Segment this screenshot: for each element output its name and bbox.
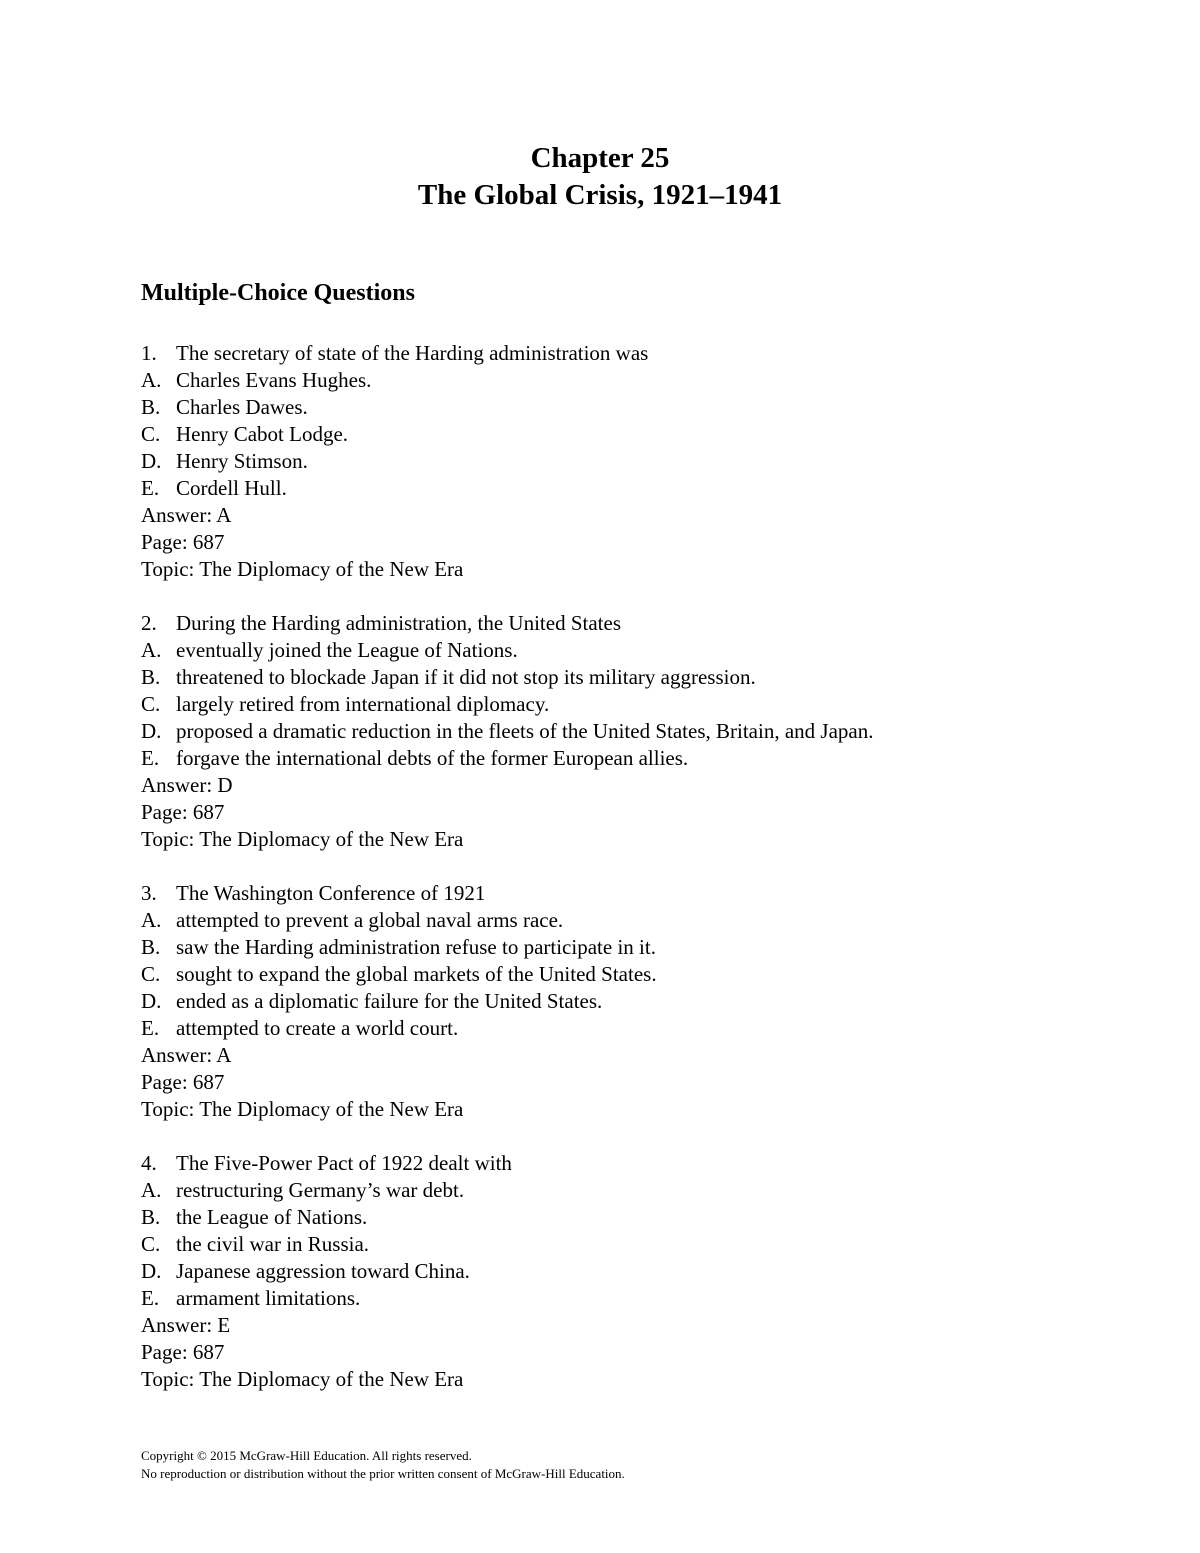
choice <box>141 718 1141 745</box>
choice-letter: B. <box>141 665 161 689</box>
topic-line: Topic: The Diplomacy of the New Era <box>141 557 464 581</box>
choice-letter: D. <box>141 719 162 743</box>
choice-letter: E. <box>141 476 160 500</box>
choice-text: forgave the international debts of the former European allies. <box>176 746 689 770</box>
topic-line: Topic: The Diplomacy of the New Era <box>141 827 464 851</box>
copyright-footer <box>141 1447 625 1483</box>
question-text: The secretary of state of the Harding administration was <box>176 341 649 365</box>
choice-letter: C. <box>141 692 161 716</box>
choice-letter: B. <box>141 1205 161 1229</box>
choice-letter: D. <box>141 449 162 473</box>
page-line: Page: 687 <box>141 800 225 824</box>
question-1 <box>141 340 1141 583</box>
question-3 <box>141 880 1141 1123</box>
choice-letter: C. <box>141 1232 161 1256</box>
choice <box>141 988 1141 1015</box>
choice <box>141 1258 1141 1285</box>
answer-line: Answer: E <box>141 1313 231 1337</box>
choice-text: Charles Dawes. <box>176 395 308 419</box>
page-line: Page: 687 <box>141 530 225 554</box>
choice <box>141 1285 1141 1312</box>
question-stem <box>141 1150 1141 1177</box>
answer-line: Answer: A <box>141 503 232 527</box>
choice-letter: C. <box>141 962 161 986</box>
choice-letter: B. <box>141 935 161 959</box>
answer-line: Answer: A <box>141 1043 232 1067</box>
choice <box>141 421 1141 448</box>
title-block <box>0 140 1200 214</box>
choice <box>141 1231 1141 1258</box>
question-number: 1. <box>141 341 157 365</box>
choice-letter: A. <box>141 368 162 392</box>
choice-letter: B. <box>141 395 161 419</box>
question-stem <box>141 610 1141 637</box>
chapter-title: The Global Crisis, 1921–1941 <box>417 179 783 211</box>
question-stem <box>141 340 1141 367</box>
choice-text: attempted to prevent a global naval arms race. <box>176 908 564 932</box>
question-list <box>141 340 1141 1420</box>
choice-text: the civil war in Russia. <box>176 1232 370 1256</box>
choice-text: restructuring Germany’s war debt. <box>176 1178 465 1202</box>
question-text: During the Harding administration, the United States <box>176 611 621 635</box>
choice-text: the League of Nations. <box>176 1205 368 1229</box>
question-stem <box>141 880 1141 907</box>
answer-line: Answer: D <box>141 773 233 797</box>
choice-text: Charles Evans Hughes. <box>176 368 372 392</box>
choice-letter: A. <box>141 638 162 662</box>
question-4 <box>141 1150 1141 1393</box>
choice-text: largely retired from international diplomacy. <box>176 692 550 716</box>
choice-text: armament limitations. <box>176 1286 361 1310</box>
choice-text: Henry Stimson. <box>176 449 308 473</box>
choice-text: saw the Harding administration refuse to participate in it. <box>176 935 656 959</box>
choice-text: proposed a dramatic reduction in the fleets of the United States, Britain, and Japan. <box>176 719 874 743</box>
choice <box>141 637 1141 664</box>
reproduction-notice: No reproduction or distribution without the prior written consent of McGraw-Hill Education. <box>141 1466 625 1481</box>
choice-letter: D. <box>141 1259 162 1283</box>
topic-line: Topic: The Diplomacy of the New Era <box>141 1367 464 1391</box>
choice-text: attempted to create a world court. <box>176 1016 459 1040</box>
choice <box>141 691 1141 718</box>
choice-text: threatened to blockade Japan if it did not stop its military aggression. <box>176 665 756 689</box>
choice <box>141 745 1141 772</box>
question-number: 4. <box>141 1151 157 1175</box>
choice <box>141 394 1141 421</box>
choice-text: Henry Cabot Lodge. <box>176 422 349 446</box>
choice-letter: C. <box>141 422 161 446</box>
choice <box>141 961 1141 988</box>
choice <box>141 907 1141 934</box>
choice-letter: E. <box>141 746 160 770</box>
choice <box>141 664 1141 691</box>
choice-text: Japanese aggression toward China. <box>176 1259 470 1283</box>
question-text: The Five-Power Pact of 1922 dealt with <box>176 1151 512 1175</box>
choice <box>141 934 1141 961</box>
copyright-line: Copyright © 2015 McGraw-Hill Education. All rights reserved. <box>141 1448 472 1463</box>
topic-line: Topic: The Diplomacy of the New Era <box>141 1097 464 1121</box>
choice-letter: D. <box>141 989 162 1013</box>
choice-letter: A. <box>141 908 162 932</box>
choice <box>141 1015 1141 1042</box>
question-number: 3. <box>141 881 157 905</box>
choice-text: sought to expand the global markets of the United States. <box>176 962 657 986</box>
choice <box>141 367 1141 394</box>
choice-text: ended as a diplomatic failure for the United States. <box>176 989 603 1013</box>
question-text: The Washington Conference of 1921 <box>176 881 486 905</box>
choice-text: eventually joined the League of Nations. <box>176 638 518 662</box>
page-line: Page: 687 <box>141 1070 225 1094</box>
question-2 <box>141 610 1141 853</box>
choice-letter: E. <box>141 1286 160 1310</box>
choice-letter: E. <box>141 1016 160 1040</box>
question-number: 2. <box>141 611 157 635</box>
choice-text: Cordell Hull. <box>176 476 287 500</box>
choice <box>141 1177 1141 1204</box>
section-heading: Multiple-Choice Questions <box>141 280 415 306</box>
page-line: Page: 687 <box>141 1340 225 1364</box>
choice-letter: A. <box>141 1178 162 1202</box>
choice <box>141 475 1141 502</box>
chapter-label: Chapter 25 <box>530 142 670 174</box>
choice <box>141 1204 1141 1231</box>
choice <box>141 448 1141 475</box>
